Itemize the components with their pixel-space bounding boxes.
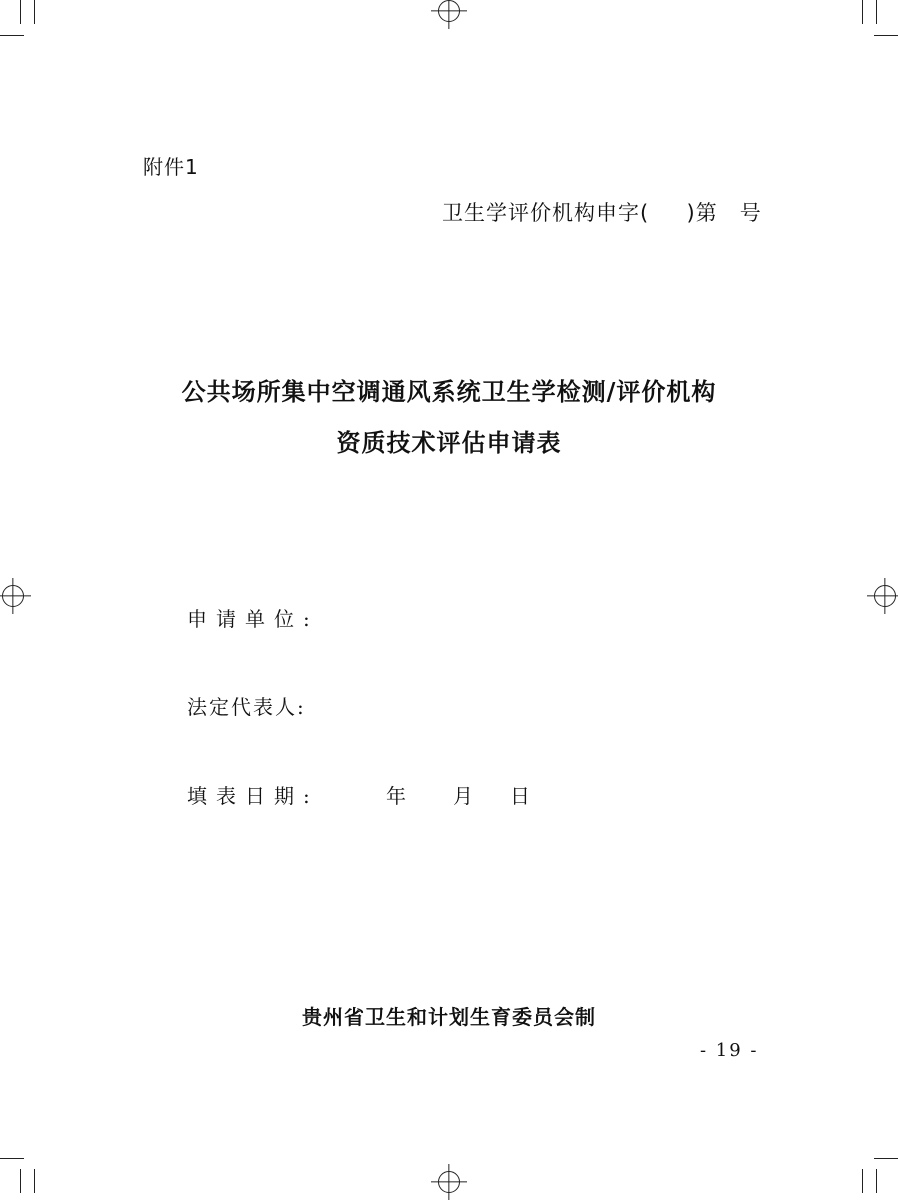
page-number: - 19 - [700,1040,759,1061]
registration-mark [2,585,24,607]
crop-mark [874,1158,898,1159]
crop-mark [876,0,877,24]
document-title-line-1: 公共场所集中空调通风系统卫生学检测/评价机构 [181,377,717,406]
registration-mark [874,585,896,607]
attachment-label: 附件1 [143,155,199,179]
crop-mark [862,0,863,24]
legal-representative-label: 法定代表人: [187,695,306,719]
crop-mark [874,35,898,36]
date-day-label: 日 [510,784,530,808]
crop-mark [0,1158,24,1159]
date-year-label: 年 [386,784,406,808]
registration-mark [438,0,460,22]
applicant-label: 申请单位: [187,607,319,631]
fill-date-label: 填表日期: [187,784,319,808]
crop-mark [876,1169,877,1193]
issuer: 贵州省卫生和计划生育委员会制 [302,1005,596,1029]
crop-mark [20,1169,21,1193]
registration-mark [438,1171,460,1193]
document-number: 卫生学评价机构申字( )第 号 [442,201,762,225]
crop-mark [862,1169,863,1193]
crop-mark [0,35,24,36]
date-month-label: 月 [453,784,473,808]
crop-mark [20,0,21,24]
crop-mark [34,0,35,24]
crop-mark [34,1169,35,1193]
document-title-line-2: 资质技术评估申请表 [336,428,562,457]
